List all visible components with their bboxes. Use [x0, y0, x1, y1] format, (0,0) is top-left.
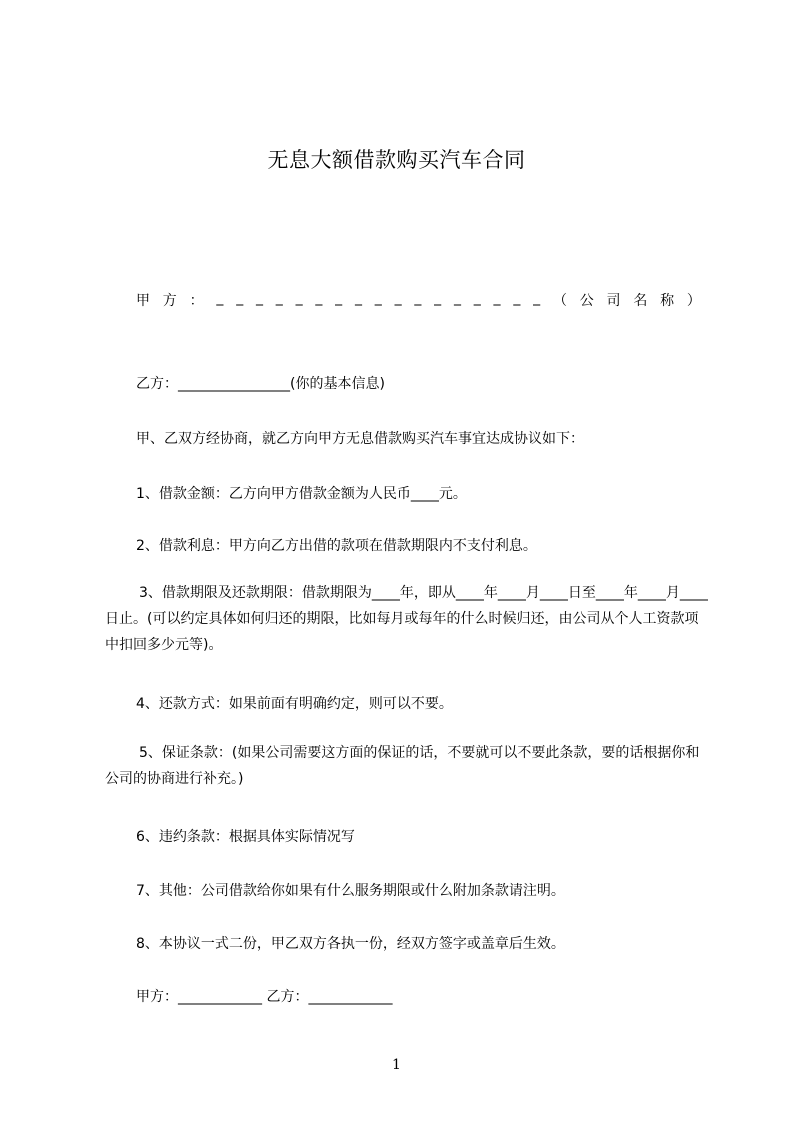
- party-a-char: _: [453, 290, 461, 306]
- clause-3: 3、借款期限及还款期限：借款期限为____年，即从____年____月____日至____年____月____日止。(可以约定具体如何归还的期限，比如每月或每年的什么时候归还，由公司从个人工资款项中扣回多少元等)。: [105, 585, 708, 653]
- party-a-char: 称: [660, 293, 675, 309]
- party-a-char: _: [394, 290, 402, 306]
- party-a-char: 名: [633, 293, 648, 309]
- party-a-char: _: [255, 290, 263, 306]
- party-a-char: 司: [606, 293, 621, 309]
- party-b-line: 乙方：________________(你的基本信息): [136, 376, 385, 392]
- clause-8: 8、本协议一式二份，甲乙双方各执一份，经双方签字或盖章后生效。: [136, 936, 565, 952]
- party-a-char: _: [414, 290, 422, 306]
- party-a-char: _: [354, 290, 362, 306]
- party-a-char: _: [295, 290, 303, 306]
- clause-7: 7、其他：公司借款给你如果有什么服务期限或什么附加条款请注明。: [136, 883, 565, 899]
- party-a-char: （: [552, 293, 567, 309]
- party-a-char: _: [513, 290, 521, 306]
- party-a-char: _: [493, 290, 501, 306]
- party-a-char: _: [533, 290, 541, 306]
- party-a-char: ）: [686, 293, 701, 309]
- document-title: 无息大额借款购买汽车合同: [267, 148, 526, 172]
- party-a-char: _: [216, 290, 224, 306]
- party-a-char: _: [236, 290, 244, 306]
- party-a-char: _: [335, 290, 343, 306]
- intro-paragraph: 甲、乙双方经协商，就乙方向甲方无息借款购买汽车事宜达成协议如下：: [136, 431, 584, 447]
- clause-6: 6、违约条款：根据具体实际情况写: [136, 829, 355, 845]
- clause-4: 4、还款方式：如果前面有明确约定，则可以不要。: [136, 696, 453, 712]
- party-a-char: _: [434, 290, 442, 306]
- party-a-char: ：: [189, 293, 204, 309]
- clause-1: 1、借款金额：乙方向甲方借款金额为人民币____元。: [136, 486, 467, 502]
- party-a-char: 公: [579, 293, 594, 309]
- party-a-char: 甲: [136, 293, 150, 309]
- page-number: 1: [392, 1057, 401, 1073]
- party-a-char: _: [275, 290, 283, 306]
- party-a-char: _: [315, 290, 323, 306]
- party-a-line: [136, 290, 701, 310]
- party-a-char: _: [374, 290, 382, 306]
- signature-line: 甲方：____________ 乙方：____________: [136, 989, 393, 1005]
- clause-2: 2、借款利息：甲方向乙方出借的款项在借款期限内不支付利息。: [136, 538, 537, 554]
- party-a-char: _: [473, 290, 481, 306]
- party-a-char: 方: [162, 293, 177, 309]
- clause-5: 5、保证条款：(如果公司需要这方面的保证的话，不要就可以不要此条款，要的话根据你和公司的协商进行补充。): [105, 745, 700, 787]
